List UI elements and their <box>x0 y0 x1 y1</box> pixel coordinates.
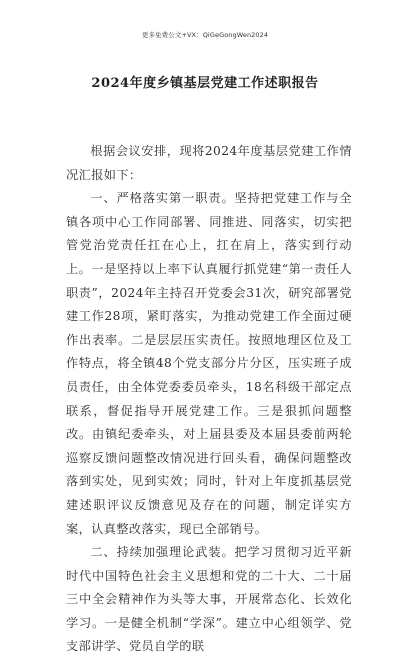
document-title: 2024年度乡镇基层党建工作述职报告 <box>91 76 319 91</box>
header-note: 更多免费公文+VX：QiGeGongWen2024 <box>141 31 269 39</box>
paragraph-section-1: 一、严格落实第一职责。坚持把党建工作与全镇各项中心工作同部署、同推进、同落实，切实把管党治党责任扛在心上，扛在肩上，落实到行动上。一是坚持以上率下认真履行抓党建“第一责任人职责”，2024年主持召开党委会31次，研究部署党建工作28项，紧盯落实，为推动党建工作全面过硬作出表率。二是层层压实责任。按照地理区位及工作特点，将全镇48个党支部分片分区，压实班子成员责任，由全体党委委员牵头，18名科级干部定点联系，督促指导开展党建工作。三是狠抓问题整改。由镇纪委牵头，对上届县委及本届县委前两轮巡察反馈问题整改情况进行回头看，确保问题整改落到实处，见到实效；同时，针对上年度抓基层党建述职评议反馈意见及存在的问题，制定详实方案，认真整改落实，现已全部销号。 <box>66 191 352 536</box>
paragraph-intro: 根据会议安排，现将2024年度基层党建工作情况汇报如下： <box>66 144 352 182</box>
paragraph-section-2: 二、持续加强理论武装。把学习贯彻习近平新时代中国特色社会主义思想和党的二十大、二十届三中全会精神作为头等大事，开展常态化、长效化学习。一是健全机制“学深”。建立中心组领学、党支部讲学、党员自学的联 <box>66 545 352 654</box>
document-body <box>66 140 352 659</box>
